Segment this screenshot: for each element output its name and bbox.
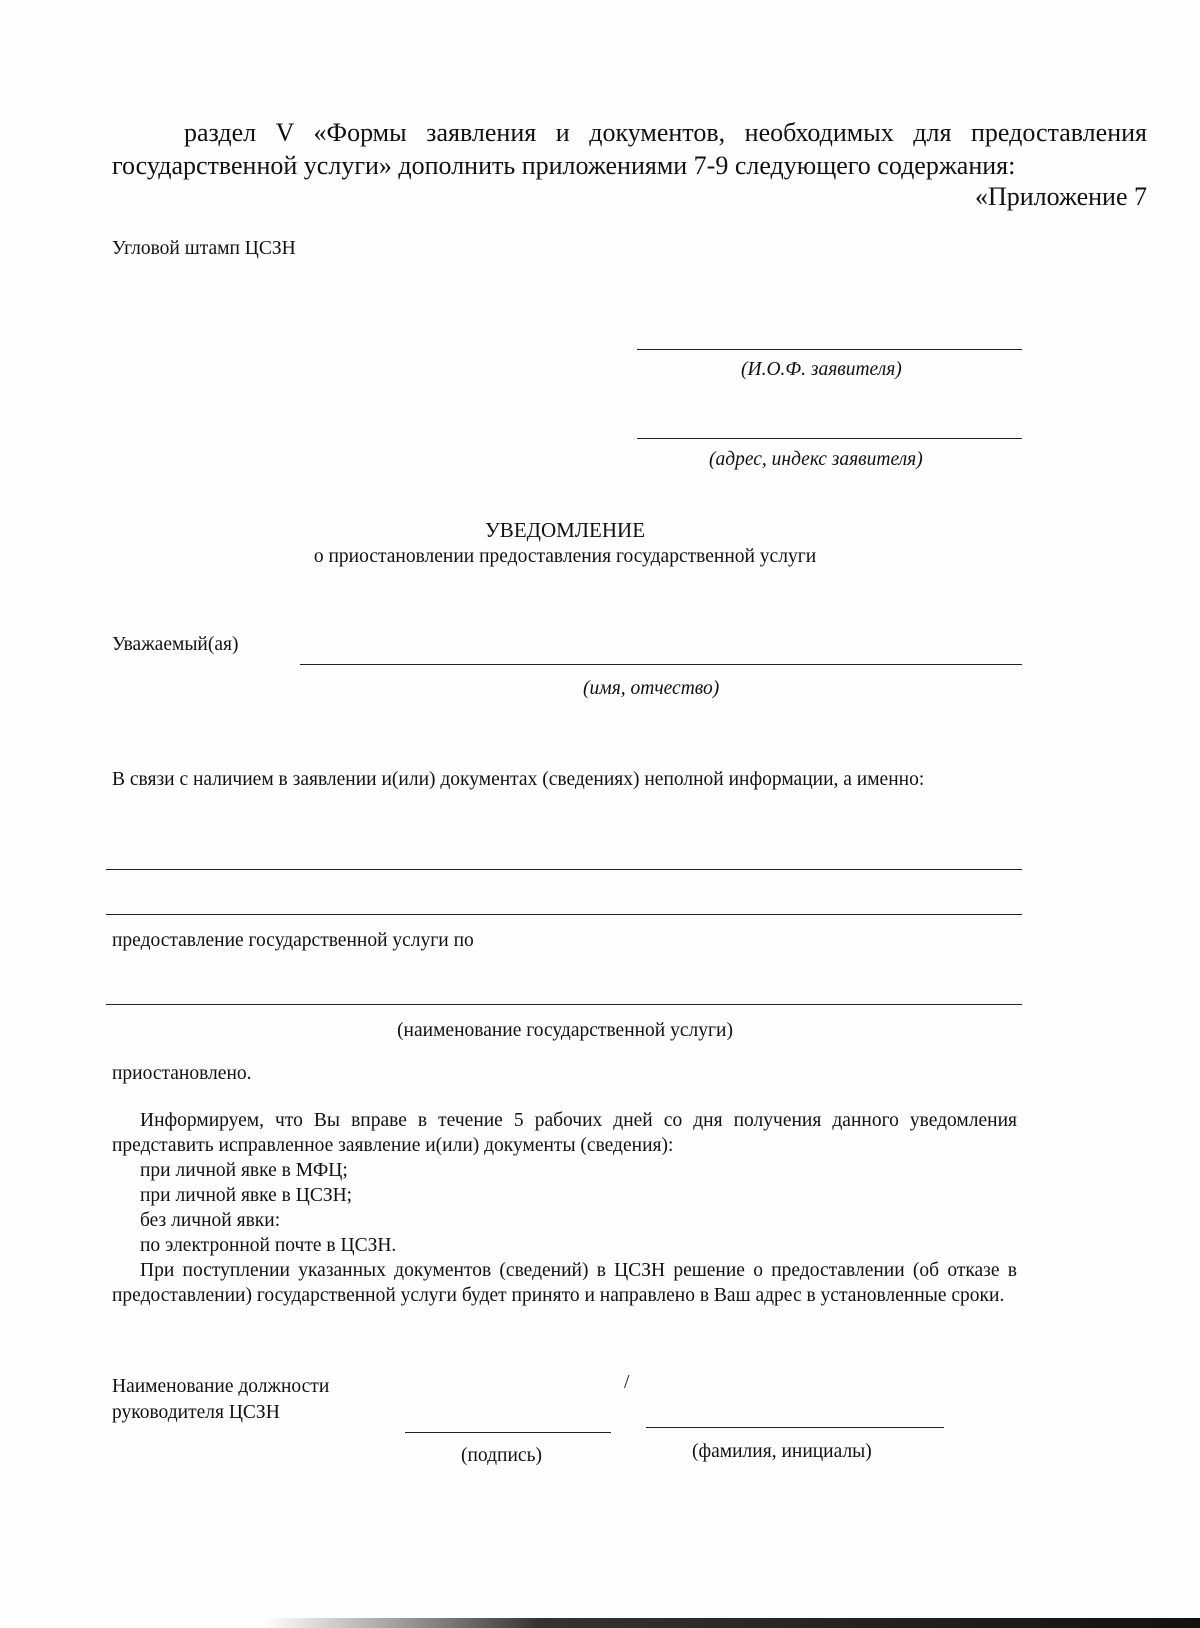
info-paragraph: Информируем, что Вы вправе в течение 5 рабочих дней со дня получения данного уведомления представить исправленное заявление и(или) документы (сведения): — [112, 1110, 1017, 1156]
info-list-item: при личной явке в МФЦ; — [140, 1160, 348, 1181]
info-list-item: без личной явки: — [140, 1210, 281, 1231]
applicant-address-line — [637, 438, 1022, 439]
corner-stamp-label: Угловой штамп ЦСЗН — [112, 238, 296, 259]
signature-line — [405, 1432, 611, 1433]
applicant-address-caption: (адрес, индекс заявителя) — [709, 449, 923, 470]
intro-paragraph — [112, 116, 1147, 182]
position-title-line-1: Наименование должности — [112, 1376, 330, 1397]
applicant-name-caption: (И.О.Ф. заявителя) — [741, 359, 902, 380]
reason-blank-line-2 — [106, 914, 1022, 915]
notice-subtitle: о приостановлении предоставления государственной услуги — [313, 546, 817, 567]
info-list-item: по электронной почте в ЦСЗН. — [140, 1235, 397, 1256]
position-title-line-2: руководителя ЦСЗН — [112, 1402, 280, 1423]
applicant-name-line — [637, 349, 1022, 350]
closing-paragraph: При поступлении указанных документов (сведений) в ЦСЗН решение о предоставлении (об отказе в предоставлении) государственной услуги будет принято и направлено в Ваш адрес в установленные сроки. — [112, 1260, 1017, 1306]
name-initials-line — [646, 1427, 944, 1428]
greeting-label: Уважаемый(ая) — [112, 634, 239, 655]
info-list-item: при личной явке в ЦСЗН; — [140, 1185, 353, 1206]
notice-title: УВЕДОМЛЕНИЕ — [484, 518, 646, 542]
greeting-caption: (имя, отчество) — [583, 678, 720, 699]
reason-paragraph: В связи с наличием в заявлении и(или) документах (сведениях) неполной информации, а именно: — [112, 769, 925, 790]
service-text: предоставление государственной услуги по — [112, 930, 474, 951]
intro-line-1: раздел V «Формы заявления и документов, необходимых для предоставления — [184, 118, 1147, 147]
appendix-label: «Приложение 7 — [974, 182, 1147, 211]
service-caption: (наименование государственной услуги) — [397, 1020, 733, 1041]
name-initials-caption: (фамилия, инициалы) — [692, 1441, 872, 1462]
reason-blank-line-1 — [106, 869, 1022, 870]
signature-separator: / — [624, 1372, 630, 1393]
service-suspended-text: приостановлено. — [112, 1063, 252, 1084]
greeting-name-line — [300, 664, 1022, 665]
intro-line-2: государственной услуги» дополнить приложениями 7-9 следующего содержания: — [112, 151, 1016, 180]
signature-caption: (подпись) — [461, 1445, 542, 1466]
service-name-line — [106, 1004, 1022, 1005]
scan-edge-shadow — [0, 1618, 1200, 1628]
